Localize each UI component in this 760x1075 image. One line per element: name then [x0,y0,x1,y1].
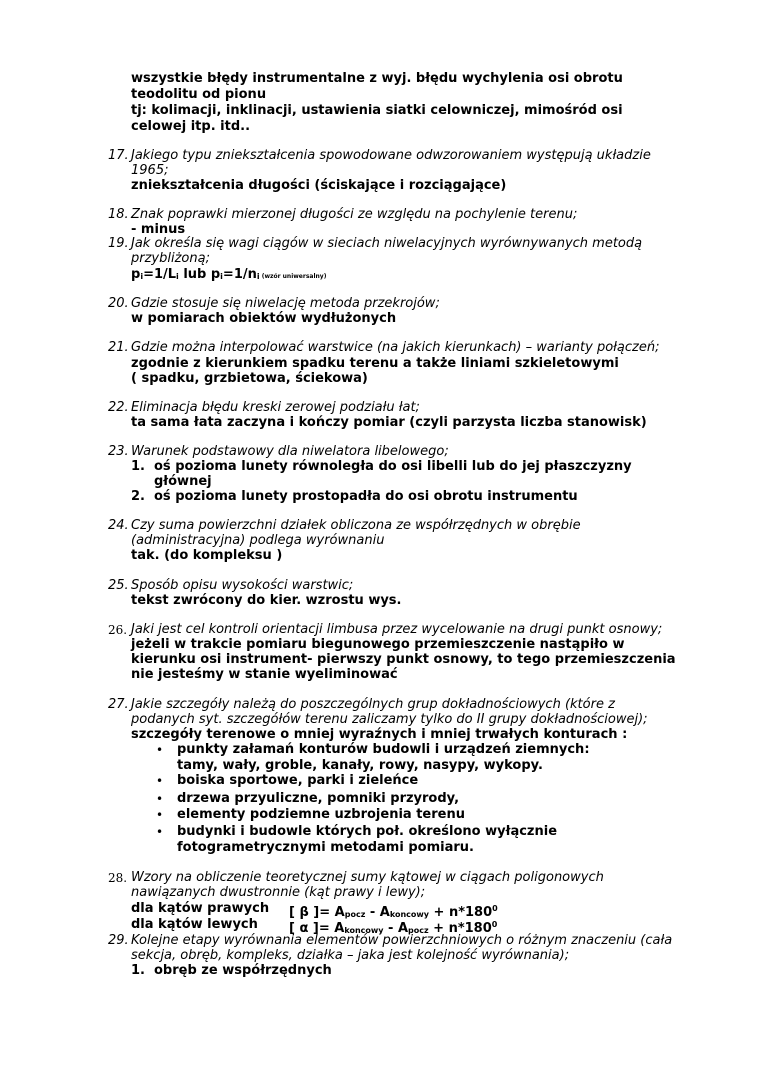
formula-part: - A [383,921,409,936]
question-text: Warunek podstawowy dla niwelatora libelowego; [131,444,449,459]
intro-line: celowej itp. itd.. [131,119,251,134]
question-text: przybliżoną; [131,251,210,266]
formula-part: p [131,267,141,282]
formula-part: + n*180 [429,905,493,920]
bullet-icon: • [156,825,164,839]
list-number: 2. [131,489,145,504]
formula-part: - A [365,905,390,920]
answer-text: szczegóły terenowe o mniej wyraźnych i mniej trwałych konturach : [131,727,628,742]
question-text: sekcja, obręb, kompleks, działka – jaka jest kolejność wyrównania); [131,948,570,963]
question-text: 1965; [131,163,169,178]
answer-text: oś pozioma lunety równoległa do osi libelli lub do jej płaszczyzny [154,459,632,474]
question-text: Gdzie stosuje się niwelację metoda przekrojów; [131,296,440,311]
answer-text: kierunku osi instrument- pierwszy punkt osnowy, to tego przemieszczenia [131,652,676,667]
question-text: Wzory na obliczenie teoretycznej sumy kątowej w ciągach poligonowych [131,870,604,885]
list-number: 1. [131,963,145,978]
superscript: 0 [491,920,498,929]
question-text: Sposób opisu wysokości warstwic; [131,578,354,593]
question-text: Jakiego typu zniekształcenia spowodowane odwzorowaniem występują układzie [131,148,651,163]
question-number: 26. [108,623,128,637]
intro-line: teodolitu od pionu [131,87,267,102]
bullet-text: budynki i budowle których poł. określono wyłącznie [177,824,558,839]
question-number: 20. [108,296,129,311]
formula-part: lub p [178,267,221,282]
superscript: 0 [492,904,498,913]
answer-text: jeżeli w trakcie pomiaru biegunowego przemieszczenie nastąpiło w [131,637,625,652]
answer-formula [131,267,326,284]
formula-label: dla kątów lewych [131,917,258,932]
subscript: i [140,272,144,281]
question-text: nawiązanych dwustronnie (kąt prawy i lewy); [131,885,426,900]
subscript: i [256,272,260,281]
bullet-text: punkty załamań konturów budowli i urządzeń ziemnych: [177,742,590,757]
question-text: Eliminacja błędu kreski zerowej podziału łat; [131,400,420,415]
answer-text: głównej [154,474,212,489]
question-number: 28. [108,871,128,885]
answer-text: ta sama łata zaczyna i kończy pomiar (czyli parzysta liczba stanowisk) [131,415,647,430]
answer-text: - minus [131,222,186,237]
question-text: Kolejne etapy wyrównania elementów powierzchniowych o różnym znaczeniu (cała [131,933,673,948]
answer-text: ( spadku, grzbietowa, ściekowa) [131,371,368,386]
answer-text: obręb ze współrzędnych [154,963,332,978]
bullet-text: elementy podziemne uzbrojenia terenu [177,807,465,822]
question-number: 24. [108,518,129,533]
bullet-text: fotogrametrycznymi metodami pomiaru. [177,840,474,855]
question-number: 18. [108,207,129,222]
answer-text: nie jesteśmy w stanie wyeliminować [131,667,398,682]
formula-note: (wzór uniwersalny) [259,273,327,280]
formula-part: + n*180 [428,921,492,936]
list-number: 1. [131,459,145,474]
subscript: koncowy [389,910,430,919]
answer-text: w pomiarach obiektów wydłużonych [131,311,397,326]
intro-line: tj: kolimacji, inklinacji, ustawienia siatki celowniczej, mimośród osi [131,103,623,118]
question-text: Gdzie można interpolować warstwice (na jakich kierunkach) – warianty połączeń; [131,340,660,355]
question-text: Znak poprawki mierzonej długości ze względu na pochylenie terenu; [131,207,578,222]
subscript: koncowy [344,926,384,935]
question-number: 25. [108,578,129,593]
answer-text: tak. (do kompleksu ) [131,548,283,563]
question-text: Jak określa się wagi ciągów w sieciach niwelacyjnych wyrównywanych metodą [131,236,643,251]
question-text: Czy suma powierzchni działek obliczona ze współrzędnych w obrębie [131,518,581,533]
question-number: 19. [108,236,129,251]
question-text: Jakie szczegóły należą do poszczególnych grup dokładnościowych (które z [131,697,615,712]
bullet-icon: • [156,808,164,822]
formula-part: =1/L [143,267,177,282]
bullet-icon: • [156,743,164,757]
subscript: pocz [408,926,429,935]
answer-text: tekst zwrócony do kier. wzrostu wys. [131,593,402,608]
formula-part: =1/n [222,267,257,282]
subscript: pocz [344,910,366,919]
bullet-text: boiska sportowe, parki i zieleńce [177,773,419,788]
bullet-icon: • [156,792,164,806]
question-text: Jaki jest cel kontroli orientacji limbusa przez wycelowanie na drugi punkt osnowy; [131,622,663,637]
question-text: (administracyjna) podlega wyrównaniu [131,533,385,548]
question-number: 17. [108,148,129,163]
question-number: 22. [108,400,129,415]
subscript: i [220,272,223,281]
subscript: i [176,272,179,281]
answer-text: zniekształcenia długości (ściskające i rozciągające) [131,178,507,193]
question-number: 23. [108,444,129,459]
formula-part: [ α ]= A [289,921,345,936]
question-number: 27. [108,697,129,712]
formula-part: [ β ]= A [289,905,345,920]
intro-line: wszystkie błędy instrumentalne z wyj. błędu wychylenia osi obrotu [131,71,623,86]
question-number: 29. [108,933,129,948]
question-number: 21. [108,340,129,355]
answer-text: oś pozioma lunety prostopadła do osi obrotu instrumentu [154,489,578,504]
formula-label: dla kątów prawych [131,901,270,916]
question-text: podanych syt. szczegółów terenu zaliczamy tylko do II grupy dokładnościowej); [131,712,648,727]
bullet-icon: • [156,774,164,788]
bullet-text: drzewa przyuliczne, pomniki przyrody, [177,791,460,806]
bullet-text: tamy, wały, groble, kanały, rowy, nasypy, wykopy. [177,758,543,773]
answer-text: zgodnie z kierunkiem spadku terenu a także liniami szkieletowymi [131,356,619,371]
